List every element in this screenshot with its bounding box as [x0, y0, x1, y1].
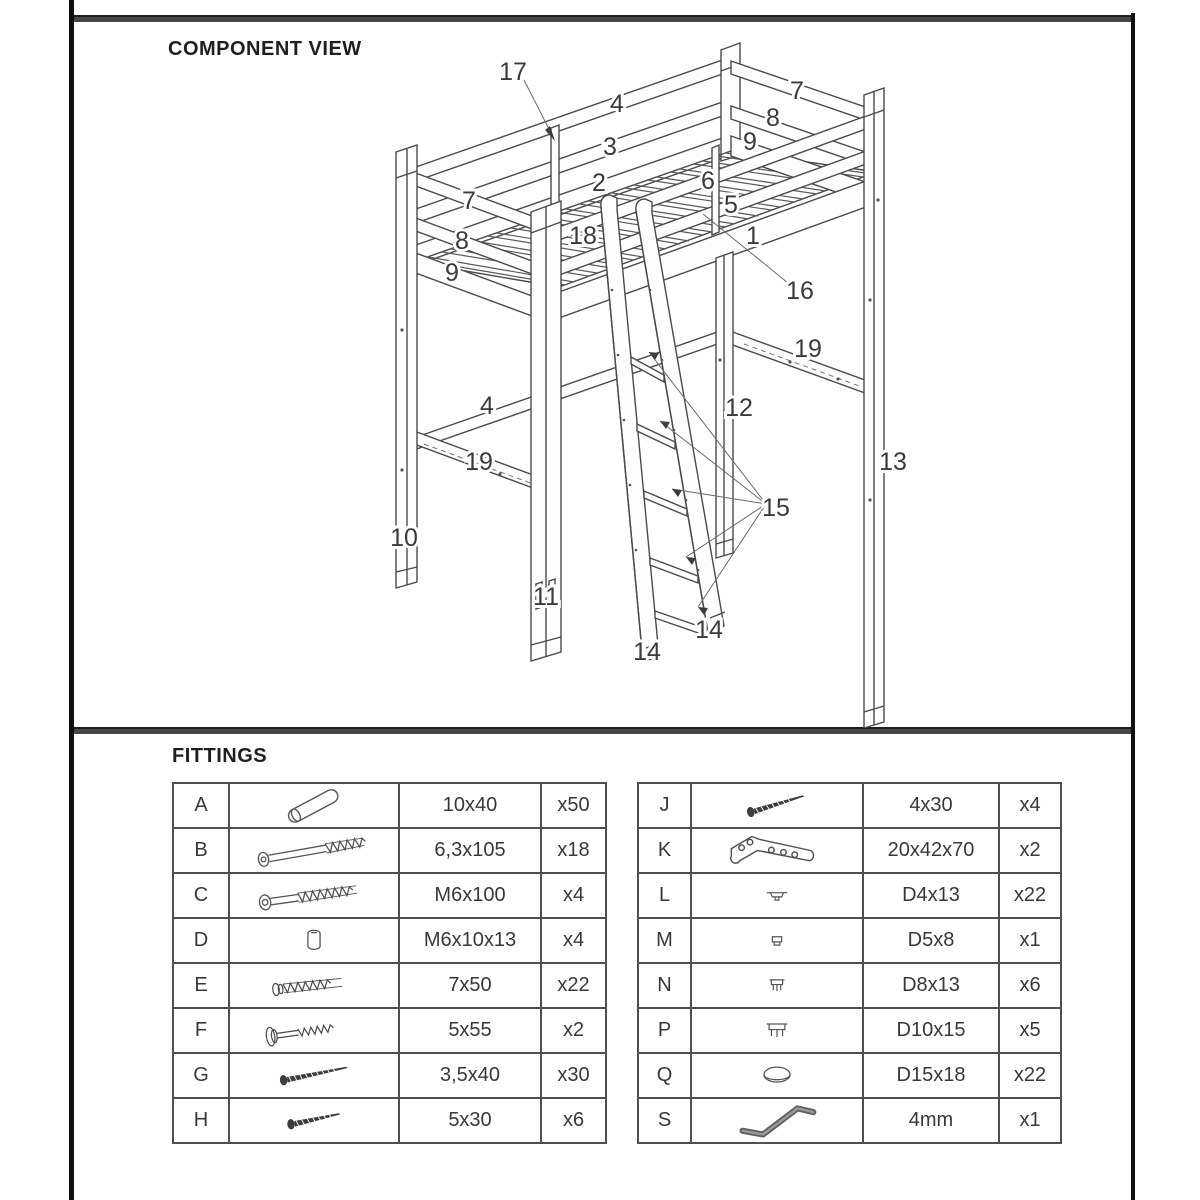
fitting-size-cell: 3,5x40 [399, 1053, 541, 1098]
part-label-8: 8 [455, 227, 469, 255]
part-label-4: 4 [480, 392, 494, 420]
boltC-icon [234, 875, 394, 916]
part-label-7: 7 [462, 187, 476, 215]
barrel-icon [234, 920, 394, 961]
fitting-qty-cell: x2 [999, 828, 1061, 873]
fittings-title: FITTINGS [172, 745, 268, 767]
fitting-key-cell: Q [638, 1053, 691, 1098]
part-label-5: 5 [724, 191, 738, 219]
fitting-row-C [173, 873, 606, 918]
fitting-size-cell: 5x55 [399, 1008, 541, 1053]
fitting-icon-cell [229, 1008, 399, 1053]
fitting-size-cell: M6x100 [399, 873, 541, 918]
part-label-4: 4 [610, 90, 624, 118]
fitting-icon-cell [691, 963, 863, 1008]
fitting-qty-cell: x18 [541, 828, 606, 873]
fitting-icon-cell [229, 918, 399, 963]
screwE-icon [234, 965, 394, 1006]
page-left-border [69, 0, 74, 1200]
fitting-row-S [638, 1098, 1061, 1143]
part-label-18: 18 [569, 222, 597, 250]
part-label-10: 10 [390, 524, 418, 552]
fitting-qty-cell: x22 [541, 963, 606, 1008]
fitting-icon-cell [691, 1008, 863, 1053]
fitting-row-M [638, 918, 1061, 963]
fitting-qty-cell: x30 [541, 1053, 606, 1098]
fitting-qty-cell: x1 [999, 1098, 1061, 1143]
fitting-size-cell: D5x8 [863, 918, 999, 963]
fitting-size-cell: D10x15 [863, 1008, 999, 1053]
fitting-size-cell: 4x30 [863, 783, 999, 828]
fitting-qty-cell: x4 [541, 918, 606, 963]
fitting-row-H [173, 1098, 606, 1143]
bracket-icon [697, 830, 857, 871]
part-label-8: 8 [766, 104, 780, 132]
part-label-12: 12 [725, 394, 753, 422]
fitting-row-J [638, 783, 1061, 828]
fitting-qty-cell: x5 [999, 1008, 1061, 1053]
capL-icon [697, 875, 857, 916]
fitting-size-cell: D4x13 [863, 873, 999, 918]
fitting-icon-cell [691, 1053, 863, 1098]
fitting-key-cell: C [173, 873, 229, 918]
loft-bed-isometric-diagram [75, 22, 1134, 728]
fitting-key-cell: J [638, 783, 691, 828]
part-label-9: 9 [743, 128, 757, 156]
fitting-key-cell: D [173, 918, 229, 963]
fitting-key-cell: M [638, 918, 691, 963]
fitting-qty-cell: x2 [541, 1008, 606, 1053]
bed-line-art [396, 43, 884, 728]
fitting-icon-cell [229, 828, 399, 873]
fitting-icon-cell [229, 873, 399, 918]
screwF-icon [234, 1010, 394, 1051]
fitting-key-cell: E [173, 963, 229, 1008]
boltB-icon [234, 830, 394, 871]
fitting-row-L [638, 873, 1061, 918]
top-divider-bar [74, 15, 1131, 22]
fitting-key-cell: P [638, 1008, 691, 1053]
part-label-2: 2 [592, 169, 606, 197]
fitting-row-K [638, 828, 1061, 873]
fitting-qty-cell: x6 [541, 1098, 606, 1143]
fitting-row-E [173, 963, 606, 1008]
part-label-17: 17 [499, 58, 527, 86]
fitting-qty-cell: x4 [541, 873, 606, 918]
fitting-key-cell: G [173, 1053, 229, 1098]
fitting-qty-cell: x22 [999, 1053, 1061, 1098]
fitting-icon-cell [691, 1098, 863, 1143]
fitting-key-cell: L [638, 873, 691, 918]
fitting-key-cell: K [638, 828, 691, 873]
fitting-size-cell: 5x30 [399, 1098, 541, 1143]
fitting-row-B [173, 828, 606, 873]
part-label-7: 7 [790, 77, 804, 105]
fitting-key-cell: H [173, 1098, 229, 1143]
fitting-icon-cell [691, 828, 863, 873]
fitting-size-cell: 4mm [863, 1098, 999, 1143]
fittings-table-right [637, 782, 1062, 1144]
fitting-qty-cell: x6 [999, 963, 1061, 1008]
fitting-key-cell: S [638, 1098, 691, 1143]
fitting-size-cell: D15x18 [863, 1053, 999, 1098]
part-label-6: 6 [701, 167, 715, 195]
component-view-title: COMPONENT VIEW [168, 38, 362, 60]
fitting-key-cell: N [638, 963, 691, 1008]
fitting-icon-cell [691, 873, 863, 918]
allen-icon [697, 1100, 857, 1141]
part-label-1: 1 [746, 222, 760, 250]
fitting-icon-cell [229, 963, 399, 1008]
fitting-size-cell: 10x40 [399, 783, 541, 828]
fittings-table-left [172, 782, 607, 1144]
part-label-16: 16 [786, 277, 814, 305]
screwH-icon [234, 1100, 394, 1141]
fitting-row-D [173, 918, 606, 963]
fitting-size-cell: M6x10x13 [399, 918, 541, 963]
fitting-row-F [173, 1008, 606, 1053]
part-label-13: 13 [879, 448, 907, 476]
fitting-key-cell: B [173, 828, 229, 873]
capQ-icon [697, 1055, 857, 1096]
part-label-9: 9 [445, 259, 459, 287]
fitting-qty-cell: x22 [999, 873, 1061, 918]
fitting-row-N [638, 963, 1061, 1008]
fitting-icon-cell [229, 1053, 399, 1098]
fitting-row-P [638, 1008, 1061, 1053]
fitting-size-cell: 6,3x105 [399, 828, 541, 873]
fitting-size-cell: 7x50 [399, 963, 541, 1008]
fitting-key-cell: F [173, 1008, 229, 1053]
fitting-size-cell: 20x42x70 [863, 828, 999, 873]
screwG-icon [234, 1055, 394, 1096]
part-label-3: 3 [603, 133, 617, 161]
part-label-15: 15 [762, 494, 790, 522]
part-label-19: 19 [794, 335, 822, 363]
fitting-icon-cell [229, 783, 399, 828]
part-label-11: 11 [533, 583, 559, 611]
fitting-qty-cell: x50 [541, 783, 606, 828]
middle-divider-bar [74, 727, 1131, 734]
fitting-row-Q [638, 1053, 1061, 1098]
capN-icon [697, 965, 857, 1006]
fitting-icon-cell [229, 1098, 399, 1143]
part-label-14: 14 [695, 616, 723, 644]
dowel-icon [234, 785, 394, 826]
part-label-14: 14 [633, 638, 661, 666]
fitting-size-cell: D8x13 [863, 963, 999, 1008]
fitting-key-cell: A [173, 783, 229, 828]
screwJ-icon [697, 785, 857, 826]
fitting-qty-cell: x4 [999, 783, 1061, 828]
capM-icon [697, 920, 857, 961]
capP-icon [697, 1010, 857, 1051]
fitting-row-G [173, 1053, 606, 1098]
part-label-19: 19 [465, 448, 493, 476]
fitting-row-A [173, 783, 606, 828]
fitting-icon-cell [691, 783, 863, 828]
fitting-qty-cell: x1 [999, 918, 1061, 963]
fitting-icon-cell [691, 918, 863, 963]
